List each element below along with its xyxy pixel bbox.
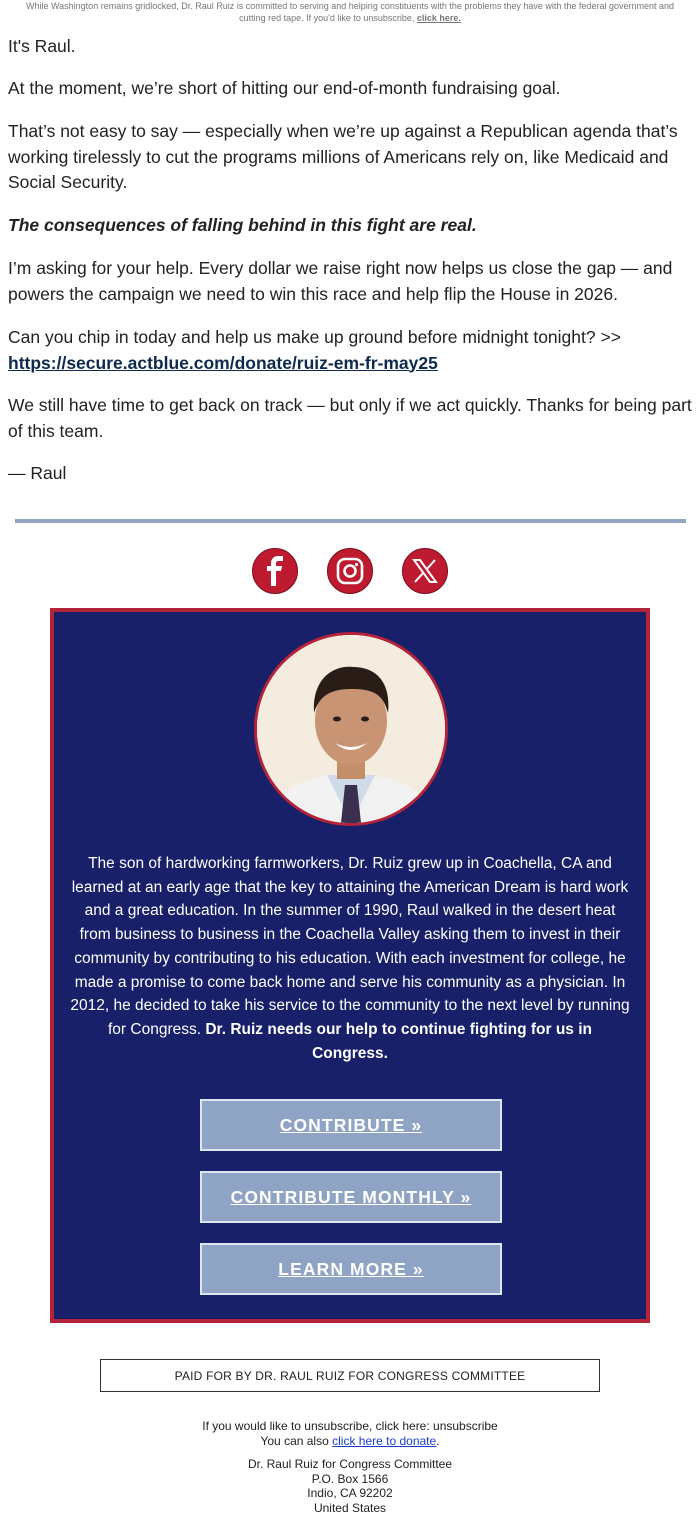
paragraph-1 [8,76,696,102]
address-org: Dr. Raul Ruiz for Congress Committee [247,1457,453,1471]
paragraph-3 [8,213,696,239]
candidate-portrait [254,632,448,826]
donate-link[interactable]: click here to donate [332,1434,437,1448]
signoff [8,461,696,487]
preheader [20,0,680,24]
bio-text [70,852,630,1065]
unsubscribe-line: If you would like to unsubscribe, click here: unsubscribe [202,1419,498,1433]
greeting [8,34,696,60]
paragraph-4 [8,256,696,307]
paid-for-disclaimer: PAID FOR BY DR. RAUL RUIZ FOR CONGRESS COMMITTEE [100,1359,600,1392]
paragraph-4-text: I’m asking for your help. Every dollar we raise right now helps us close the gap — and powers the campaign we need to win this race and help flip the House in 2026. [8,258,673,304]
paragraph-3-text: The consequences of falling behind in this fight are real. [8,215,477,235]
contribute-button[interactable]: CONTRIBUTE » [200,1099,502,1151]
paragraph-2-text: That’s not easy to say — especially when we’re up against a Republican agenda that’s working tirelessly to cut the programs millions of Americans rely on, like Medicaid and Social Security. [8,121,678,192]
donate-prefix: You can also [260,1434,329,1448]
facebook-icon[interactable] [252,548,298,594]
paragraph-6 [8,393,696,444]
donate-suffix: . [436,1434,440,1448]
contribute-monthly-button[interactable]: CONTRIBUTE MONTHLY » [200,1171,502,1223]
paragraph-6-text: We still have time to get back on track — but only if we act quickly. Thanks for being part of this team. [8,395,692,441]
paragraph-5 [8,325,696,376]
signoff-text: — Raul [8,463,67,483]
paragraph-1-text: At the moment, we’re short of hitting our end-of-month fundraising goal. [8,78,561,98]
actblue-donate-link[interactable]: https://secure.actblue.com/donate/ruiz-em-fr-may25 [8,352,438,373]
unsubscribe-link[interactable]: click here. [416,13,461,23]
learn-more-button[interactable]: LEARN MORE » [200,1243,502,1295]
x-icon[interactable] [402,548,448,594]
address-city: Indio, CA 92202 [307,1486,393,1500]
bio-section [50,608,650,1323]
address-po-box: P.O. Box 1566 [311,1471,389,1486]
bio-paragraph: The son of hardworking farmworkers, Dr. Ruiz grew up in Coachella, CA and learned at an early age that the key to attaining the American Dream is hard work and a great education. In the summer of 1990, Raul walked in the desert heat from business to business in the Coachella Valley asking them to invest in their community by contributing to his education. With each investment for college, he made a promise to come back home and serve his community as a physician. In 2012, he decided to take his service to the community to the next level by running for Congress. [70,855,630,1038]
greeting-text: It's Raul. [8,36,76,56]
donate-line [0,1434,700,1449]
divider [15,519,686,523]
mailing-address [0,1457,700,1515]
instagram-icon[interactable] [327,548,373,594]
address-country: United States [313,1500,387,1515]
bio-call-to-action: Dr. Ruiz needs our help to continue fighting for us in Congress. [205,1020,592,1062]
paragraph-5-text: Can you chip in today and help us make up ground before midnight tonight? >> [8,327,621,347]
paragraph-2 [8,119,696,196]
preheader-text: While Washington remains gridlocked, Dr. Raul Ruiz is committed to serving and helping constituents with the problems they have with the federal government and cutting red tape. If you'd like to unsubscribe, [26,1,674,23]
